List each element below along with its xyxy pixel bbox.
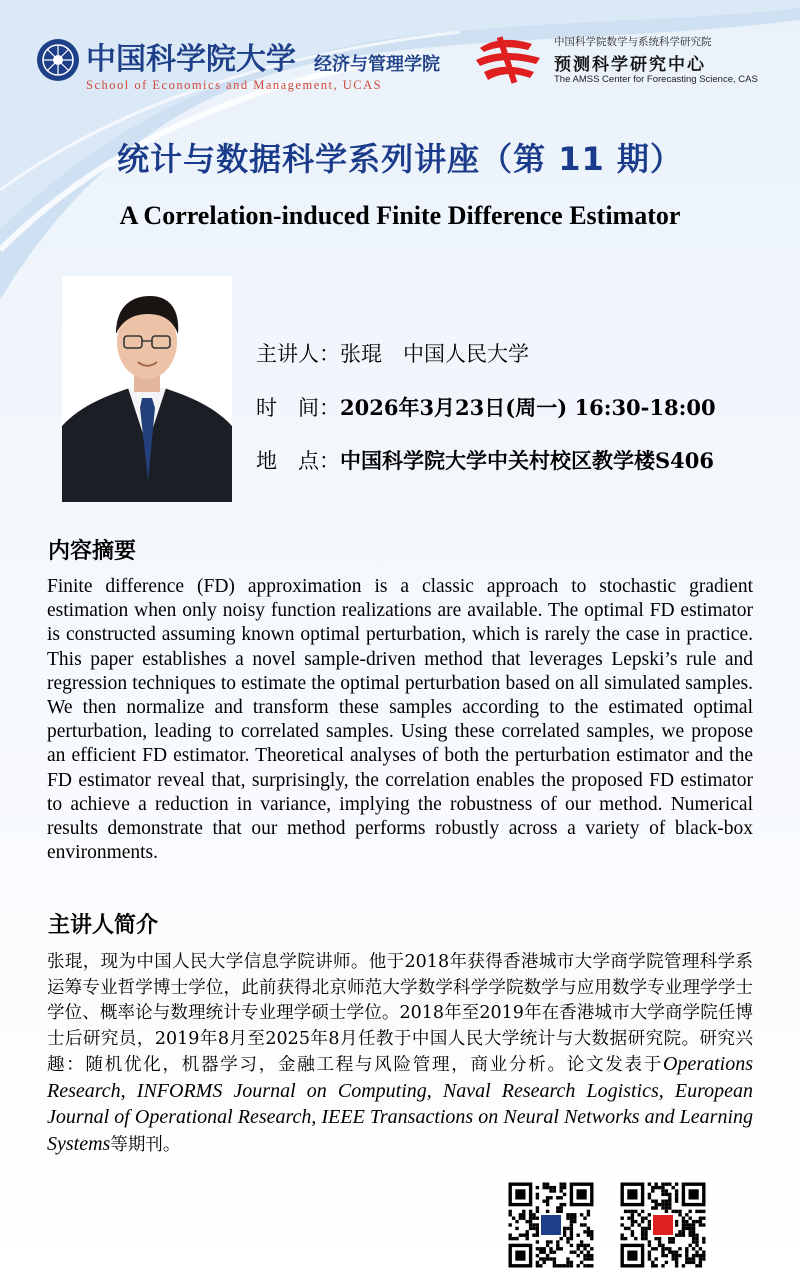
abstract-text: Finite difference (FD) approximation is a classic approach to stochastic gradient estimation when only noisy function realizations are available. The optimal FD estimator is constructed assuming known optimal perturbation, which is rarely the case in practice. This paper establishes a novel sample-driven method that leverages Lepski’s rule and regression techniques to estimate the optimal perturbation based on all simulated samples. We then normalize and transform these samples according to the estimated optimal perturbation, leading to correlated samples. Using these correlated samples, we propose an efficient FD estimator. Theoretical analyses of both the perturbation estimator and the FD estimator reveal that, surprisingly, the correlation enables the proposed FD estimator to achieve a reduction in variance, implying the robustness of our method. Numerical results demonstrate that our method performs robustly across a variety of black-box environments. xyxy=(47,576,753,864)
time-value: 2026年3月23日(周一) 16:30-18:00 xyxy=(340,395,716,420)
amss-header xyxy=(474,30,774,90)
bio-journals: Operations Research, INFORMS Journal on Computing, Naval Research Logistics, European Journal of Operational Research, IEEE Transactions on Neural Networks and Learning Systems xyxy=(47,1053,753,1155)
place-info-line xyxy=(256,445,714,475)
abstract-heading: 内容摘要 xyxy=(48,539,137,564)
talk-title: A Correlation-induced Finite Difference Estimator xyxy=(119,201,681,230)
speaker-info-line xyxy=(256,338,529,368)
qr-code-amss[interactable] xyxy=(614,1176,712,1274)
amss-center-name: 预测科学研究中心 xyxy=(554,55,706,75)
bio-main-text: 张琨，现为中国人民大学信息学院讲师。他于2018年获得香港城市大学商学院管理科学系运筹专业哲学博士学位，此前获得北京师范大学数学科学学院数学与应用数学专业理学学士学位、概率论与数理统计专业理学硕士学位。2018年至2019年在香港城市大学商学院任博士后研究员，2019年8月至2025年8月任教于中国人民大学统计与大数据研究院。研究兴趣：随机优化，机器学习，金融工程与风险管理，商业分析。论文发表于 xyxy=(47,952,753,1075)
bio-text xyxy=(47,950,753,1158)
ucas-name: 中国科学院大学 xyxy=(86,42,296,77)
place-label: 地 点： xyxy=(256,449,340,473)
time-info-line xyxy=(256,392,716,422)
amss-center-english: The AMSS Center for Forecasting Science, CAS xyxy=(554,74,758,85)
bio-end-text: 等期刊。 xyxy=(110,1134,181,1155)
ucas-emblem-icon xyxy=(36,38,80,82)
qr-code-ucas[interactable] xyxy=(502,1176,600,1274)
time-label: 时 间： xyxy=(256,396,340,420)
amss-forecasting-logo-icon xyxy=(474,34,544,86)
ucas-school-english: School of Economics and Management, UCAS xyxy=(86,78,383,92)
speaker-photo xyxy=(62,276,232,502)
place-value: 中国科学院大学中关村校区教学楼S406 xyxy=(340,448,714,473)
bio-heading: 主讲人简介 xyxy=(48,913,159,938)
series-title: 统计与数据科学系列讲座（第 11 期） xyxy=(117,140,683,178)
speaker-label: 主讲人： xyxy=(256,342,340,366)
ucas-school-name: 经济与管理学院 xyxy=(314,54,440,75)
amss-institute-name: 中国科学院数学与系统科学研究院 xyxy=(554,36,712,48)
speaker-value: 张琨 中国人民大学 xyxy=(340,342,529,366)
